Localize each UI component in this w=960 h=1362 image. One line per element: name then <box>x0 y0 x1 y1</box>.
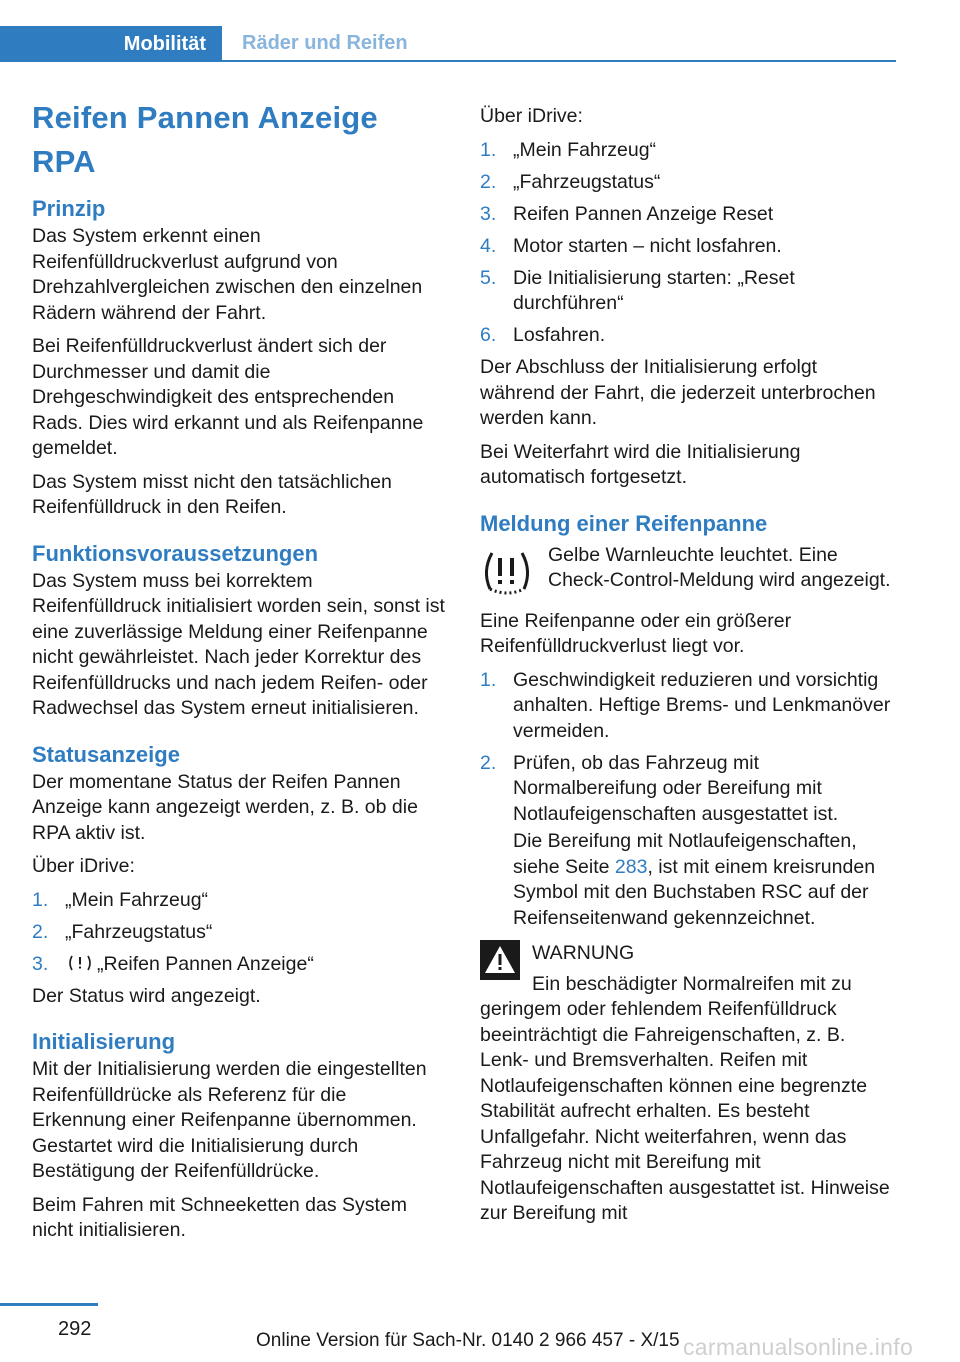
list-text: Motor starten – nicht losfahren. <box>513 234 782 257</box>
warning-triangle-icon <box>480 940 520 980</box>
list-number: 2. <box>480 751 497 774</box>
list-item <box>480 266 896 317</box>
warning-title: WARNUNG <box>532 941 635 964</box>
list-item <box>32 952 446 978</box>
paragraph: Mit der Initialisierung werden die eingestellten Reifenfülldrücke als Referenz für die Erkennung einer Reifenpanne übernommen. Gestartet wird die Initialisierung durch Bestätigung der Reifenfülldrücke. <box>32 1058 427 1182</box>
paragraph: Über iDrive: <box>480 105 583 127</box>
list-text: „Reifen Pannen Anzeige“ <box>97 952 314 975</box>
paragraph: Der Abschluss der Initialisierung erfolgt während der Fahrt, die jederzeit unterbrochen werden kann. <box>480 356 876 429</box>
list-number: 1. <box>480 668 497 691</box>
left-column <box>32 96 446 1252</box>
list-number: 4. <box>480 234 497 257</box>
list-item <box>32 920 446 946</box>
paragraph: Der Status wird angezeigt. <box>32 984 261 1007</box>
heading-prinzip: Prinzip <box>32 196 106 221</box>
subtext-after: , ist mit einem kreisrunden Symbol mit den Buchstaben RSC auf der Reifenseitenwand gekennzeichnet. <box>513 855 876 929</box>
right-column <box>480 104 896 1235</box>
tab-raeder-und-reifen[interactable]: Räder und Reifen <box>242 32 408 54</box>
list-text: Die Initialisierung starten: „Reset durchführen“ <box>513 266 795 314</box>
paragraph: Der momentane Status der Reifen Pannen Anzeige kann angezeigt werden, z. B. ob die RPA aktiv ist. <box>32 770 418 844</box>
list-text: Losfahren. <box>513 324 606 346</box>
list-number: 1. <box>32 888 49 911</box>
list-number: 5. <box>480 266 497 289</box>
list-item <box>480 751 896 932</box>
list-text: Prüfen, ob das Fahrzeug mit Normalbereifung oder Bereifung mit Notlaufeigenschaften ausgestattet ist. <box>513 751 839 825</box>
paragraph: Bei Weiterfahrt wird die Initialisierung automatisch fortgesetzt. <box>480 440 801 488</box>
warning-text: Ein beschädigter Normalreifen mit zu geringem oder fehlendem Reifenfülldruck beeinträchtigt die Fahreigenschaften, z. B. Lenk- und Bremsverhalten. Reifen mit Notlaufeigenschaften können eine begrenzte Stabilität aufrecht erhalten. Es besteht Unfallgefahr. Nicht weiterfahren, wenn das Fahrzeug nicht mit Bereifung mit Notlaufeigenschaften ausgestattet ist. Hinweise zur Bereifung mit <box>480 972 890 1224</box>
list-text: „Mein Fahrzeug“ <box>513 138 657 161</box>
list-item <box>480 202 896 228</box>
init-steps <box>480 138 896 349</box>
paragraph: Das System erkennt einen Reifenfülldruckverlust aufgrund von Drehzahlvergleichen zwischen den einzelnen Rädern während der Fahrt. <box>32 225 423 324</box>
list-item <box>480 234 896 260</box>
paragraph: Bei Reifenfülldruckverlust ändert sich der Durchmesser und damit die Drehgeschwindigkeit des entsprechenden Rads. Dies wird erkannt und als Reifenpanne gemeldet. <box>32 335 424 459</box>
list-item <box>480 668 896 745</box>
tire-pressure-warning-icon <box>480 547 534 601</box>
list-item <box>480 170 896 196</box>
list-number: 3. <box>480 202 497 225</box>
page-number: 292 <box>58 1318 92 1340</box>
list-text: „Mein Fahrzeug“ <box>65 888 209 911</box>
watermark: carmanualsonline.info <box>683 1334 914 1360</box>
tab-mobilitaet[interactable]: Mobilität <box>0 26 222 62</box>
list-item <box>32 888 446 914</box>
paragraph: Beim Fahren mit Schneeketten das System nicht initialisieren. <box>32 1193 408 1241</box>
paragraph: Eine Reifenpanne oder ein größerer Reifenfülldruckverlust liegt vor. <box>480 609 792 657</box>
page-link-283[interactable]: 283 <box>614 855 648 878</box>
list-text: „Fahrzeugstatus“ <box>65 920 213 943</box>
warning-light-text: Gelbe Warnleuchte leuchtet. Eine Check-Control-Meldung wird angezeigt. <box>548 543 891 591</box>
paragraph: Das System misst nicht den tatsächlichen Reifenfülldruck in den Reifen. <box>32 470 392 518</box>
list-number: 2. <box>32 920 49 943</box>
subtext-before: Die Bereifung mit Notlaufeigenschaften, siehe Seite <box>513 830 857 878</box>
page-title: Reifen Pannen Anzeige RPA <box>32 100 378 179</box>
heading-initialisierung: Initialisierung <box>32 1029 176 1054</box>
list-subtext <box>513 829 896 931</box>
status-steps <box>32 888 446 978</box>
heading-funktionsvoraussetzungen: Funktionsvoraussetzungen <box>32 540 319 566</box>
warning-light-block <box>480 543 896 601</box>
list-item <box>480 323 896 349</box>
tire-pressure-warning-icon <box>67 954 93 972</box>
paragraph: Das System muss bei korrektem Reifenfülldruck initialisiert worden sein, sonst ist eine zuverlässige Meldung einer Reifenpanne nicht gewährleistet. Nach jeder Korrektur des Reifenfülldrucks und nach jedem Reifen- oder Radwechsel das System erneut initialisieren. <box>32 569 445 719</box>
list-text: Geschwindigkeit reduzieren und vorsichtig anhalten. Heftige Brems- und Lenkmanöver vermeiden. <box>513 668 891 742</box>
panne-steps <box>480 668 896 932</box>
page-header <box>0 26 896 62</box>
footer-rule <box>0 1303 98 1306</box>
list-number: 3. <box>32 952 49 975</box>
list-number: 2. <box>480 170 497 193</box>
list-text: „Fahrzeugstatus“ <box>513 170 661 193</box>
heading-statusanzeige: Statusanzeige <box>32 741 180 767</box>
list-text: Reifen Pannen Anzeige Reset <box>513 202 774 225</box>
footer-text: Online Version für Sach-Nr. 0140 2 966 457 - X/15 <box>256 1330 680 1351</box>
list-number: 6. <box>480 324 497 346</box>
heading-meldung-reifenpanne: Meldung einer Reifenpanne <box>480 510 768 536</box>
list-number: 1. <box>480 138 497 161</box>
paragraph: Über iDrive: <box>32 855 135 877</box>
list-item <box>480 138 896 164</box>
